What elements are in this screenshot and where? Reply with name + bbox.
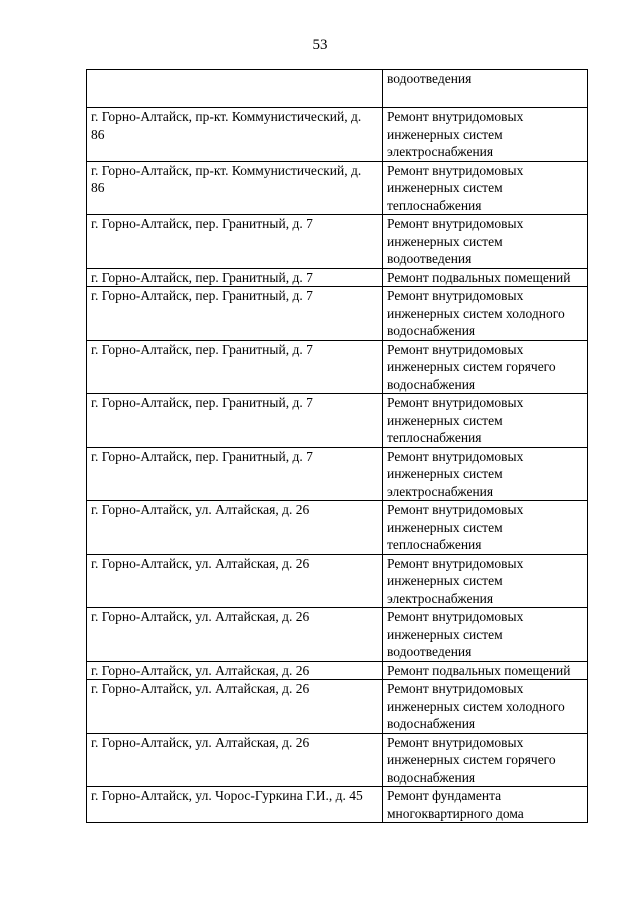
- table-row: [87, 70, 588, 108]
- table-row: [87, 661, 588, 680]
- address-cell: г. Горно-Алтайск, пр-кт. Коммунистический, д. 86: [87, 108, 383, 162]
- works-table: [86, 69, 588, 823]
- table-row: [87, 287, 588, 341]
- table-row: [87, 787, 588, 823]
- work-cell: Ремонт внутридомовых инженерных систем горячего водоснабжения: [383, 733, 588, 787]
- table-row: [87, 394, 588, 448]
- work-cell: Ремонт подвальных помещений: [383, 268, 588, 287]
- table-row: [87, 608, 588, 662]
- page-number: 53: [312, 37, 328, 53]
- address-cell: г. Горно-Алтайск, ул. Алтайская, д. 26: [87, 608, 383, 662]
- address-cell: г. Горно-Алтайск, пер. Гранитный, д. 7: [87, 394, 383, 448]
- table-row: [87, 501, 588, 555]
- table-row: [87, 680, 588, 734]
- table-row: [87, 161, 588, 215]
- address-cell: г. Горно-Алтайск, пер. Гранитный, д. 7: [87, 340, 383, 394]
- work-cell: водоотведения: [383, 70, 588, 108]
- work-cell: Ремонт внутридомовых инженерных систем электроснабжения: [383, 554, 588, 608]
- table-row: [87, 340, 588, 394]
- work-cell: Ремонт внутридомовых инженерных систем водоотведения: [383, 608, 588, 662]
- table-row: [87, 733, 588, 787]
- address-cell: г. Горно-Алтайск, ул. Чорос-Гуркина Г.И., д. 45: [87, 787, 383, 823]
- address-cell: г. Горно-Алтайск, ул. Алтайская, д. 26: [87, 501, 383, 555]
- table-row: [87, 215, 588, 269]
- work-cell: Ремонт внутридомовых инженерных систем теплоснабжения: [383, 161, 588, 215]
- address-cell: г. Горно-Алтайск, пер. Гранитный, д. 7: [87, 287, 383, 341]
- address-cell: г. Горно-Алтайск, ул. Алтайская, д. 26: [87, 733, 383, 787]
- work-cell: Ремонт внутридомовых инженерных систем электроснабжения: [383, 108, 588, 162]
- work-cell: Ремонт внутридомовых инженерных систем холодного водоснабжения: [383, 680, 588, 734]
- work-cell: Ремонт фундамента многоквартирного дома: [383, 787, 588, 823]
- address-cell: г. Горно-Алтайск, ул. Алтайская, д. 26: [87, 680, 383, 734]
- work-cell: Ремонт подвальных помещений: [383, 661, 588, 680]
- address-cell: г. Горно-Алтайск, ул. Алтайская, д. 26: [87, 661, 383, 680]
- work-cell: Ремонт внутридомовых инженерных систем теплоснабжения: [383, 501, 588, 555]
- work-cell: Ремонт внутридомовых инженерных систем водоотведения: [383, 215, 588, 269]
- address-cell: г. Горно-Алтайск, пр-кт. Коммунистический, д. 86: [87, 161, 383, 215]
- address-cell: [87, 70, 383, 108]
- table-row: [87, 447, 588, 501]
- address-cell: г. Горно-Алтайск, пер. Гранитный, д. 7: [87, 447, 383, 501]
- work-cell: Ремонт внутридомовых инженерных систем электроснабжения: [383, 447, 588, 501]
- address-cell: г. Горно-Алтайск, пер. Гранитный, д. 7: [87, 215, 383, 269]
- address-cell: г. Горно-Алтайск, ул. Алтайская, д. 26: [87, 554, 383, 608]
- work-cell: Ремонт внутридомовых инженерных систем теплоснабжения: [383, 394, 588, 448]
- table-row: [87, 268, 588, 287]
- table-row: [87, 554, 588, 608]
- table-row: [87, 108, 588, 162]
- work-cell: Ремонт внутридомовых инженерных систем горячего водоснабжения: [383, 340, 588, 394]
- work-cell: Ремонт внутридомовых инженерных систем холодного водоснабжения: [383, 287, 588, 341]
- address-cell: г. Горно-Алтайск, пер. Гранитный, д. 7: [87, 268, 383, 287]
